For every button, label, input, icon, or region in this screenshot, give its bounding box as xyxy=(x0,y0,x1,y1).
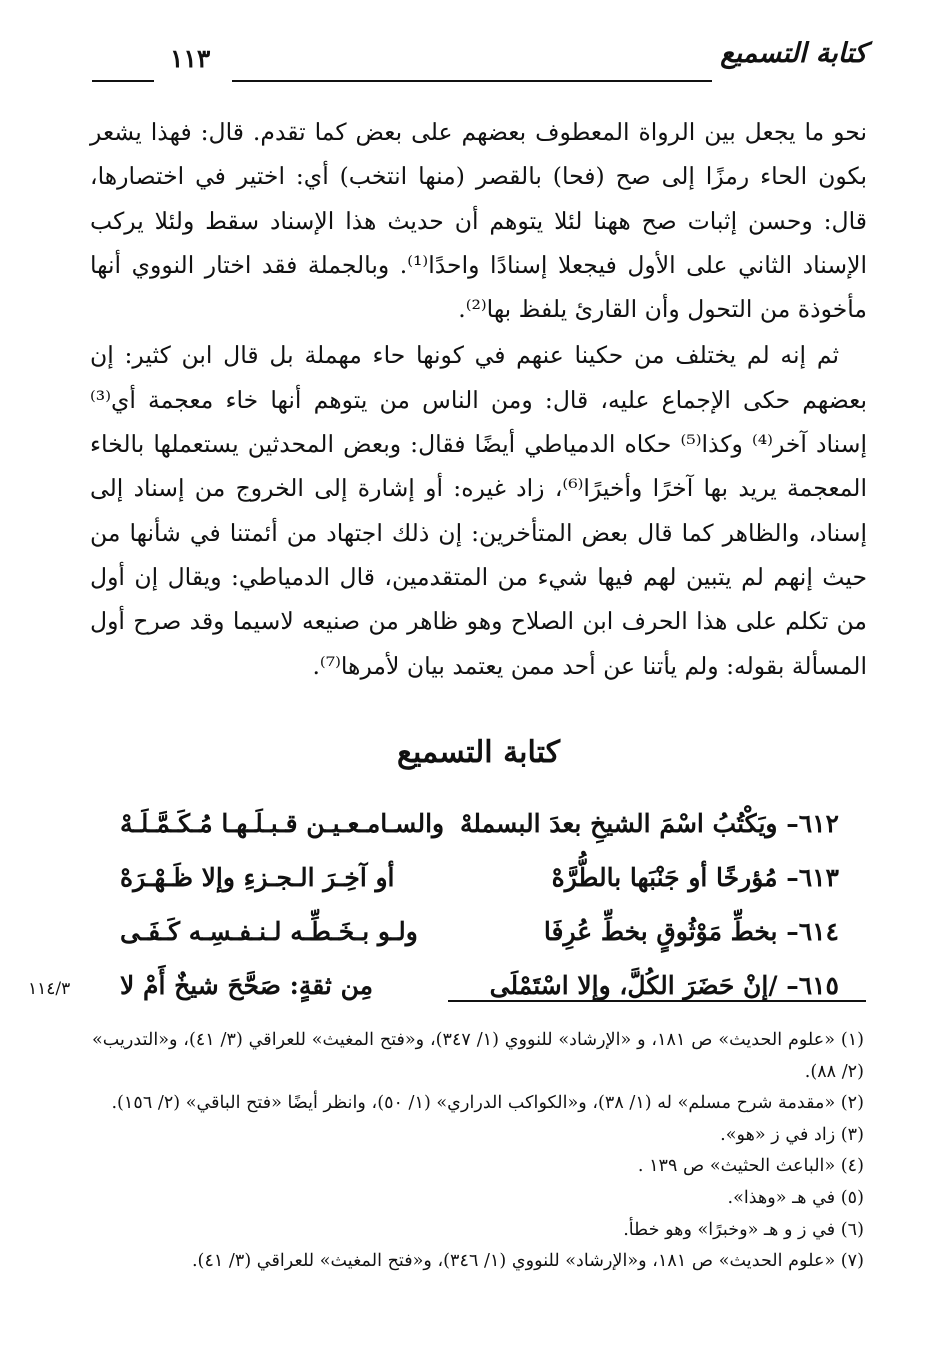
footnote: (٣) زاد في ز «هو». xyxy=(720,1124,864,1145)
verse-second-hemistich: والسـامـعـيـن قـبـلَـهـا مُـكَـمَّـلَـهْ xyxy=(120,809,445,838)
main-text xyxy=(90,110,867,688)
verse-line xyxy=(28,967,867,1021)
verse-second-hemistich: ولـو بـخَـطِّـه لـنـفـسِـه كَـفَـى xyxy=(120,917,418,946)
footnotes xyxy=(92,1025,864,1278)
verse-first-hemistich: ٦١٢– ويَكْتُبُ اسْمَ الشيخِ بعدَ البسملهْ xyxy=(459,809,839,838)
verse-first-hemistich: ٦١٥– /إنْ حَضَرَ الكُلَّ، وإلا اسْتَمْلَى xyxy=(489,971,839,1000)
footnote: (٦) في ز و هـ «وخبرًا» وهو خطأ. xyxy=(623,1219,864,1240)
page-header xyxy=(92,38,867,84)
page-number: ١١٣ xyxy=(170,44,211,73)
verse-second-hemistich: أو آخِـرَ الـجـزءِ وإلا ظَـهْـرَهْ xyxy=(120,863,395,892)
poem-verses xyxy=(28,805,867,1021)
paragraph: نحو ما يجعل بين الرواة المعطوف بعضهم على بعض كما تقدم. قال: فهذا يشعر بكون الحاء رمزًا إلى صح (فحا) بالقصر (منها انتخب) أي: اختير في اختصارها، قال: وحسن إثبات صح ههنا لئلا يتوهم أن حديث هذا الإسناد سقط ولئلا يركب الإسناد الثاني على الأول فيجعلا إسنادًا واحدًا⁽¹⁾. وبالجملة فقد اختار النووي أنها مأخوذة من التحول وأن القارئ يلفظ بها⁽²⁾. xyxy=(90,118,868,324)
margin-page-reference: ١١٤/٣ xyxy=(28,979,71,999)
footnote: (٥) في هـ «وهذا». xyxy=(727,1187,864,1208)
verse-line xyxy=(90,913,867,967)
footnote: (٤) «الباعث الحثيث» ص ١٣٩ . xyxy=(637,1156,864,1177)
verse-first-hemistich: ٦١٣– مُؤرخًا أو جَنْبَها بالطُّرَّهْ xyxy=(551,863,839,892)
verse-first-hemistich: ٦١٤– بخطِّ مَوْثُوقٍ بخطِّ عُرِفَا xyxy=(543,917,839,946)
verse-second-hemistich: مِن ثقةٍ: صَحَّحَ شيخٌ أَمْ لا xyxy=(120,971,373,1000)
footnote: (٧) «علوم الحديث» ص ١٨١، و«الإرشاد» للنووي (١/ ٣٤٦)، و«فتح المغيث» للعراقي (٣/ ٤١). xyxy=(191,1251,864,1272)
running-title: كتابة التسميع xyxy=(720,38,867,69)
section-heading: كتابة التسميع xyxy=(396,735,560,770)
verse-line xyxy=(90,805,867,859)
paragraph: ثم إنه لم يختلف من حكينا عنهم في كونها حاء مهملة بل قال ابن كثير: إن بعضهم حكى الإجماع عليه، قال: ومن الناس من يتوهم أنها خاء معجمة أي⁽³⁾ إسناد آخر⁽⁴⁾ وكذا⁽⁵⁾ حكاه الدمياطي أيضًا فقال: وبعض المحدثين يستعملها بالخاء المعجمة يريد بها آخرًا وأخيرًا⁽⁶⁾، زاد غيره: أو إشارة إلى الخروج من إسناد إلى إسناد، والظاهر كما قال بعض المتأخرين: إن ذلك اجتهاد من أئمتنا في شأنها من حيث إنهم لم يتبين لهم فيها شيء من المتقدمين، قال الدمياطي: ويقال إن أول من تكلم على هذا الحرف ابن الصلاح وهو ظاهر من صنيعه لاسيما وقد صرح أول المسألة بقوله: ولم يأتنا عن أحد ممن يعتمد بيان لأمرها⁽⁷⁾. xyxy=(90,341,867,680)
footnote: (١) «علوم الحديث» ص ١٨١، و «الإرشاد» للنووي (١/ ٣٤٧)، و«فتح المغيث» للعراقي (٣/ ٤١)، و«التدريب» (٢/ ٨٨). xyxy=(92,1030,865,1082)
footnote: (٢) «مقدمة شرح مسلم» له (١/ ٣٨)، و«الكواكب الدراري» (١/ ٥٠)، وانظر أيضًا «فتح الباقي» (٢/ ١٥٦). xyxy=(111,1093,864,1114)
verse-line xyxy=(90,859,867,913)
header-rule-short xyxy=(92,80,154,82)
footnote-separator xyxy=(448,1000,866,1002)
header-rule xyxy=(232,80,712,82)
